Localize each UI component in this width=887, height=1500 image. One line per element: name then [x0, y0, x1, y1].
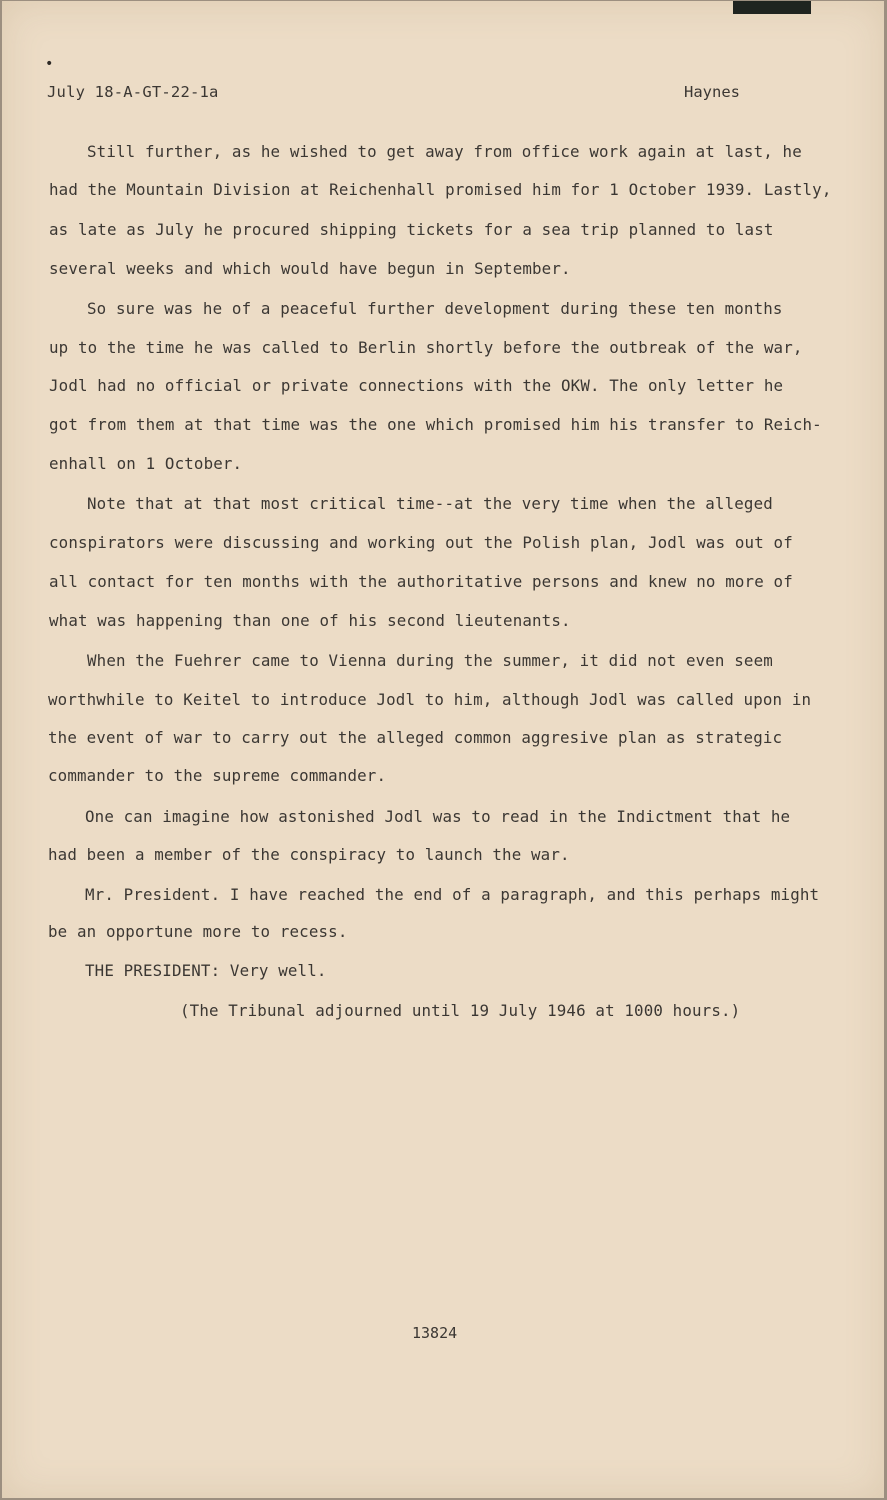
text-line: up to the time he was called to Berlin shortly before the outbreak of the war, — [49, 338, 803, 357]
text-line: commander to the supreme commander. — [48, 766, 387, 785]
text-line: all contact for ten months with the authoritative persons and knew no more of — [49, 572, 793, 591]
text-line: One can imagine how astonished Jodl was to read in the Indictment that he — [85, 807, 791, 826]
text-line: be an opportune more to recess. — [48, 922, 348, 941]
text-line: When the Fuehrer came to Vienna during the summer, it did not even seem — [87, 651, 773, 670]
text-line: THE PRESIDENT: Very well. — [85, 961, 327, 980]
text-line: Jodl had no official or private connections with the OKW. The only letter he — [49, 376, 784, 395]
document-page — [2, 1, 884, 1498]
text-line: as late as July he procured shipping tickets for a sea trip planned to last — [49, 220, 774, 239]
text-line: several weeks and which would have begun in September. — [49, 259, 571, 278]
text-line: the event of war to carry out the alleged common aggresive plan as strategic — [48, 728, 783, 747]
stray-mark-icon: • — [45, 56, 54, 72]
text-line: enhall on 1 October. — [49, 454, 243, 473]
text-line: what was happening than one of his second lieutenants. — [49, 611, 571, 630]
text-line: So sure was he of a peaceful further development during these ten months — [87, 299, 783, 318]
archive-tab-mark — [733, 1, 811, 14]
text-line: had been a member of the conspiracy to launch the war. — [48, 845, 570, 864]
text-line: worthwhile to Keitel to introduce Jodl to him, although Jodl was called upon in — [48, 690, 812, 709]
text-line: (The Tribunal adjourned until 19 July 1946 at 1000 hours.) — [180, 1001, 741, 1020]
text-line: had the Mountain Division at Reichenhall promised him for 1 October 1939. Lastly, — [49, 180, 832, 199]
text-line: Note that at that most critical time--at the very time when the alleged — [87, 494, 773, 513]
text-line: got from them at that time was the one which promised him his transfer to Reich- — [49, 415, 822, 434]
page-number: 13824 — [412, 1324, 458, 1342]
text-line: Mr. President. I have reached the end of a paragraph, and this perhaps might — [85, 885, 820, 904]
header-reporter: Haynes — [684, 83, 740, 101]
header-reference: July 18-A-GT-22-1a — [47, 83, 219, 101]
text-line: Still further, as he wished to get away from office work again at last, he — [87, 142, 802, 161]
text-line: conspirators were discussing and working out the Polish plan, Jodl was out of — [49, 533, 793, 552]
